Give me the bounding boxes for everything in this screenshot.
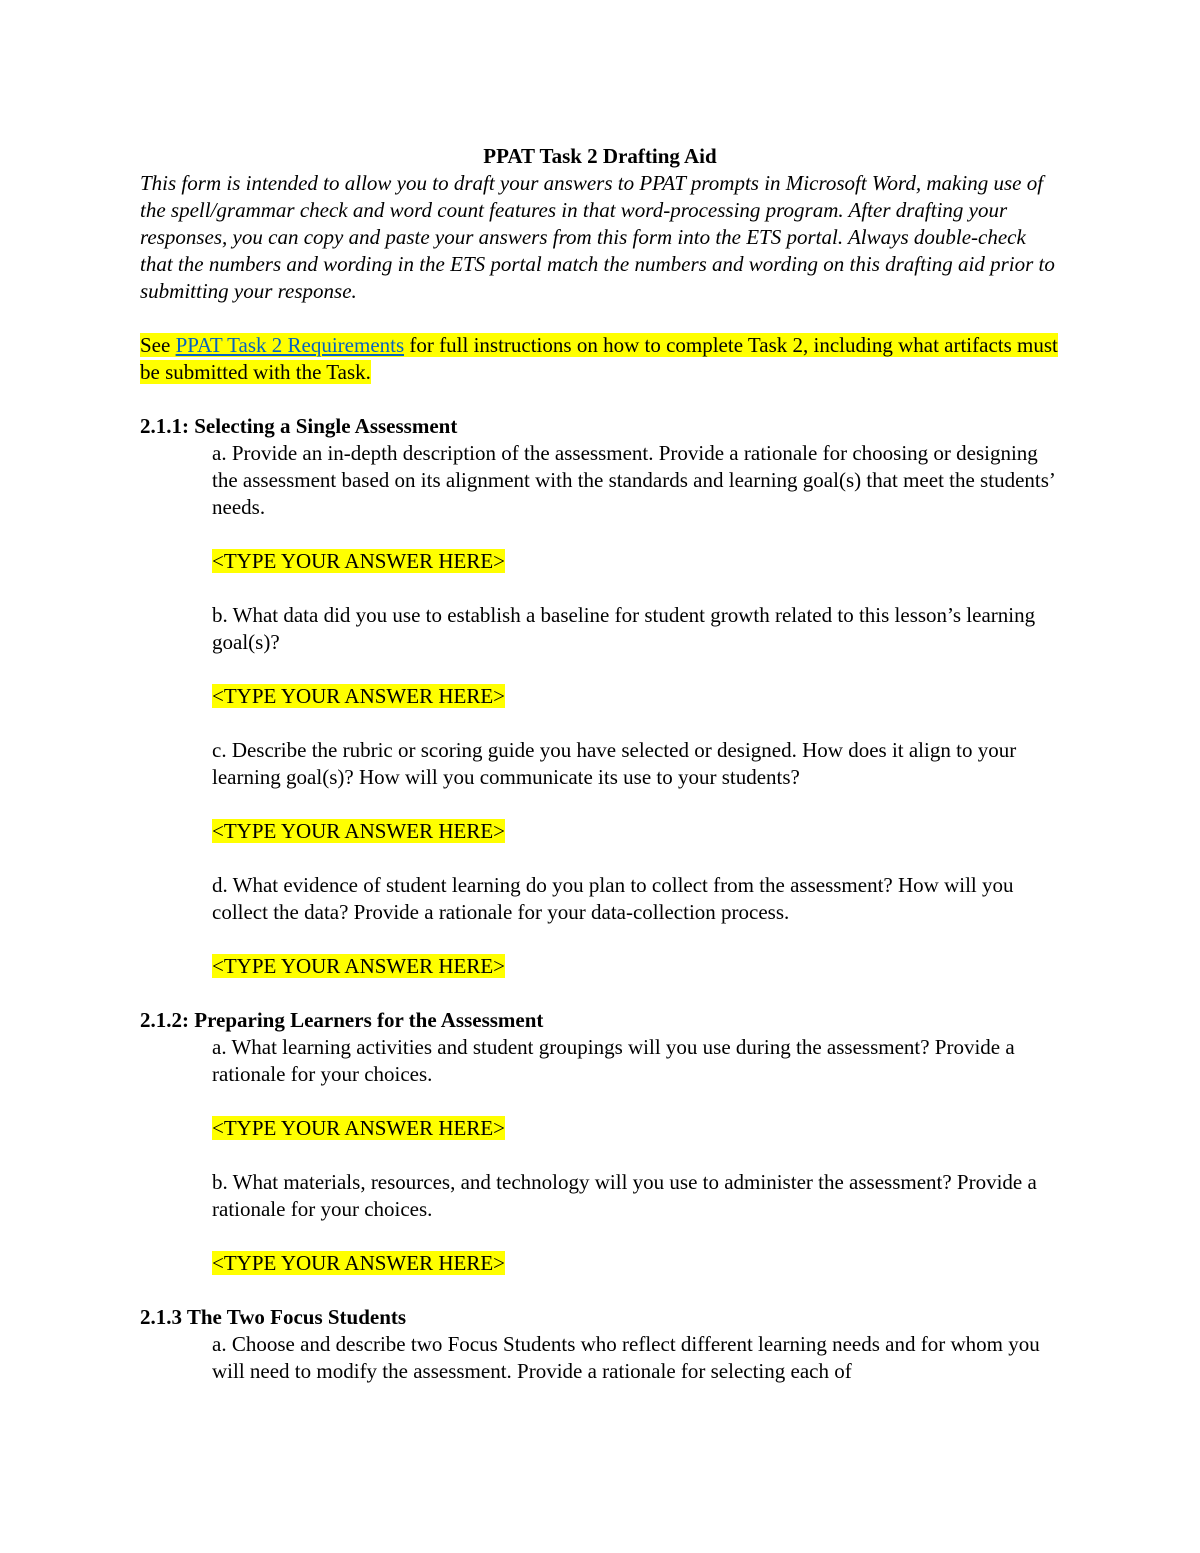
question-2-1-1-d: d. What evidence of student learning do you plan to collect from the assessment? How will you collect the data? Provide a rationale for your data-collection process. <box>212 873 1014 924</box>
requirements-link[interactable]: PPAT Task 2 Requirements <box>175 333 405 357</box>
document-body <box>140 143 1060 1385</box>
answer-placeholder[interactable]: <TYPE YOUR ANSWER HERE> <box>212 1251 505 1275</box>
question-2-1-2-b: b. What materials, resources, and technology will you use to administer the assessment? Provide a rationale for your choices. <box>212 1170 1037 1221</box>
answer-placeholder[interactable]: <TYPE YOUR ANSWER HERE> <box>212 1116 505 1140</box>
answer-placeholder[interactable]: <TYPE YOUR ANSWER HERE> <box>212 954 505 978</box>
answer-placeholder[interactable]: <TYPE YOUR ANSWER HERE> <box>212 819 505 843</box>
requirements-suffix: for full instructions on how to complete Task 2, including what artifacts must be submitted with the Task. <box>140 333 1058 384</box>
section-heading-2-1-1: 2.1.1: Selecting a Single Assessment <box>140 414 458 438</box>
requirements-note <box>140 332 1060 386</box>
section-heading-2-1-3: 2.1.3 The Two Focus Students <box>140 1305 407 1329</box>
requirements-prefix: See <box>140 333 176 357</box>
answer-placeholder[interactable]: <TYPE YOUR ANSWER HERE> <box>212 549 505 573</box>
question-2-1-3-a: a. Choose and describe two Focus Students who reflect different learning needs and for whom you will need to modify the assessment. Provide a rationale for selecting each of <box>212 1332 1040 1383</box>
intro-paragraph: This form is intended to allow you to draft your answers to PPAT prompts in Microsoft Word, making use of the spell/grammar check and word count features in that word-processing program. After drafting your responses, you can copy and paste your answers from this form into the ETS portal. Always double-check that the numbers and wording in the ETS portal match the numbers and wording on this drafting aid prior to submitting your response. <box>140 171 1055 303</box>
question-2-1-2-a: a. What learning activities and student groupings will you use during the assessment? Provide a rationale for your choices. <box>212 1035 1015 1086</box>
section-heading-2-1-2: 2.1.2: Preparing Learners for the Assessment <box>140 1008 544 1032</box>
document-title: PPAT Task 2 Drafting Aid <box>483 144 717 168</box>
question-2-1-1-b: b. What data did you use to establish a baseline for student growth related to this lesson’s learning goal(s)? <box>212 603 1036 654</box>
question-2-1-1-a: a. Provide an in-depth description of the assessment. Provide a rationale for choosing or designing the assessment based on its alignment with the standards and learning goal(s) that meet the students’ needs. <box>212 441 1055 519</box>
question-2-1-1-c: c. Describe the rubric or scoring guide you have selected or designed. How does it align to your learning goal(s)? How will you communicate its use to your students? <box>212 738 1017 789</box>
answer-placeholder[interactable]: <TYPE YOUR ANSWER HERE> <box>212 684 505 708</box>
